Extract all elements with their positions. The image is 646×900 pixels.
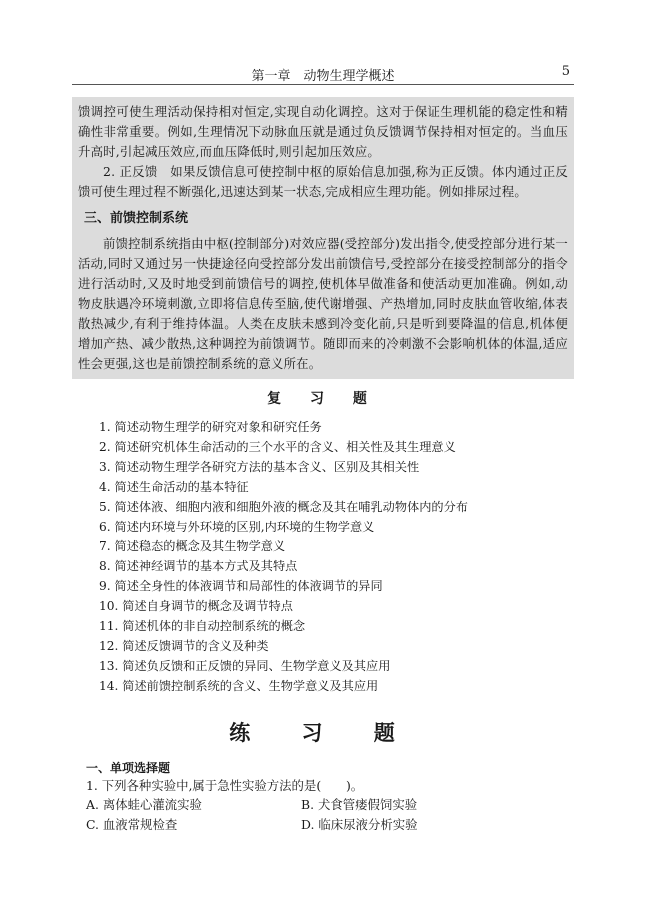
- review-item: 4. 简述生命活动的基本特征: [99, 479, 249, 494]
- option-b: B. 犬食管瘘假饲实验: [301, 797, 418, 812]
- review-item: 12. 简述反馈调节的含义及种类: [99, 638, 269, 653]
- review-item: 13. 简述负反馈和正反馈的异同、生物学意义及其应用: [99, 658, 391, 673]
- running-header: [72, 64, 574, 85]
- option-a: A. 离体蛙心灌流实验: [86, 797, 202, 812]
- review-item: 14. 简述前馈控制系统的含义、生物学意义及其应用: [99, 678, 379, 693]
- review-item: 2. 简述研究机体生命活动的三个水平的含义、相关性及其生理意义: [99, 439, 456, 454]
- option-d: D. 临床尿液分析实验: [301, 817, 418, 832]
- section-heading-feedforward: 三、前馈控制系统: [84, 211, 189, 226]
- review-item: 6. 简述内环境与外环境的区别,内环境的生物学意义: [99, 519, 375, 534]
- review-item: 10. 简述自身调节的概念及调节特点: [99, 599, 293, 614]
- option-c: C. 血液常规检查: [86, 817, 178, 832]
- review-title: 复 习 题: [267, 391, 379, 407]
- shaded-text-box: [72, 97, 574, 379]
- review-item: 9. 简述全身性的体液调节和局部性的体液调节的异同: [99, 579, 383, 594]
- paragraph-negative-feedback: 馈调控可使生理活动保持相对恒定,实现自动化调控。这对于保证生理机能的稳定性和精确性非常重要。例如,生理情况下动脉血压就是通过负反馈调节保持相对恒定的。当血压升高时,引起减压效应,而血压降低时,则引起加压效应。: [78, 104, 568, 159]
- review-item: 8. 简述神经调节的基本方式及其特点: [99, 559, 298, 574]
- review-item: 1. 简述动物生理学的研究对象和研究任务: [99, 420, 322, 434]
- exercises-title: 练 习 题: [229, 721, 417, 745]
- review-item: 5. 简述体液、细胞内液和细胞外液的概念及其在哺乳动物体内的分布: [99, 499, 468, 514]
- paragraph-feedforward: 前馈控制系统指由中枢(控制部分)对效应器(受控部分)发出指令,使受控部分进行某一活动,同时又通过另一快捷途径向受控部分发出前馈信号,受控部分在接受控制部分的指令进行活动时,又及时地受到前馈信号的调控,使机体早做准备和使活动更加准确。例如,动物皮肤遇冷环境刺激,立即将信息传至脑,使代谢增强、产热增加,同时皮肤血管收缩,体表散热减少,有利于维持体温。人类在皮肤未感到冷变化前,只是听到要降温的信息,机体便增加产热、减少散热,这种调控为前馈调节。随即而来的冷刺激不会影响机体的体温,适应性会更强,这也是前馈控制系统的意义所在。: [78, 236, 568, 371]
- review-item: 11. 简述机体的非自动控制系统的概念: [99, 619, 306, 634]
- review-question-list: [99, 418, 468, 697]
- paragraph-positive-feedback: 2. 正反馈 如果反馈信息可使控制中枢的原始信息加强,称为正反馈。体内通过正反馈可使生理过程不断强化,迅速达到某一状态,完成相应生理功能。例如排尿过程。: [78, 164, 568, 199]
- review-item: 3. 简述动物生理学各研究方法的基本含义、区别及其相关性: [99, 459, 420, 474]
- chapter-title: 第一章 动物生理学概述: [251, 69, 395, 84]
- question-1: 1. 下列各种实验中,属于急性实验方法的是( )。: [86, 778, 364, 793]
- page-number: 5: [561, 64, 570, 79]
- review-item: 7. 简述稳态的概念及其生物学意义: [99, 539, 286, 554]
- exercises-section-heading: 一、单项选择题: [86, 761, 171, 775]
